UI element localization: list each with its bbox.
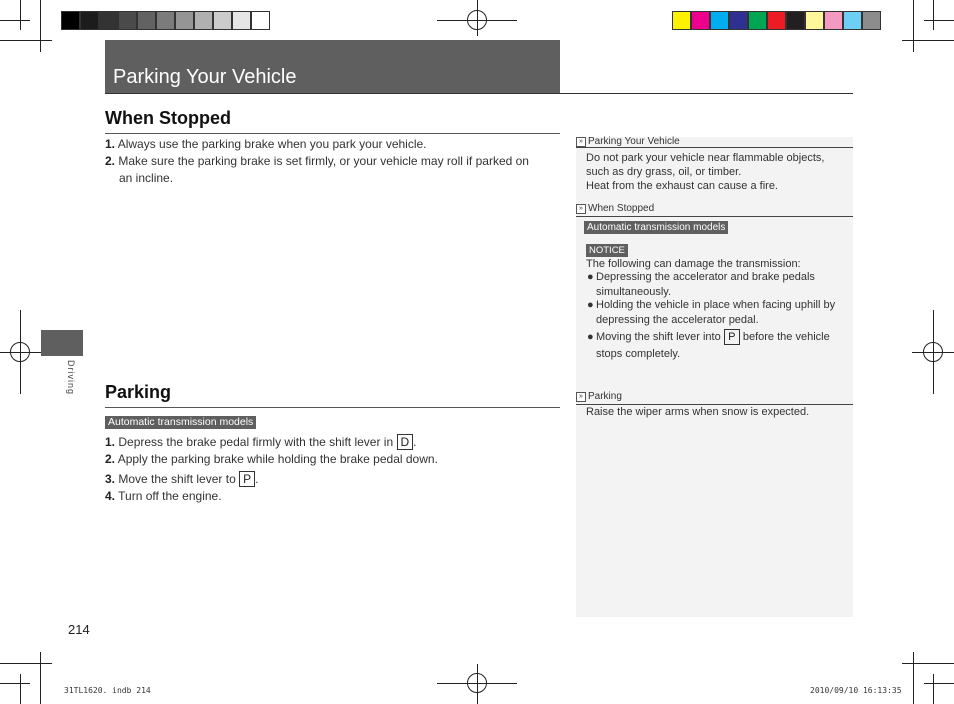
grayscale-swatch: [213, 11, 232, 30]
model-tag: Automatic transmission models: [105, 416, 256, 429]
list-number: 1.: [105, 435, 116, 449]
section-rule: [105, 407, 560, 408]
double-arrow-icon: »: [576, 137, 586, 147]
double-arrow-icon: »: [576, 392, 586, 402]
grayscale-calibration-strip: [61, 11, 270, 30]
shift-position-key: P: [239, 471, 255, 487]
sidebar-rule: [576, 147, 853, 148]
bullet-item: ● Moving the shift lever into P before the vehicle stops completely.: [587, 331, 830, 360]
grayscale-swatch: [156, 11, 175, 30]
shift-position-key: P: [724, 329, 740, 345]
sidebar-note: Do not park your vehicle near flammable objects, such as dry grass, oil, or timber. Heat from the exhaust can cause a fire.: [586, 152, 825, 192]
list-text-continued: an incline.: [119, 171, 174, 185]
color-swatch: [748, 11, 767, 30]
footer-timestamp: 2010/09/10 16:13:35: [810, 686, 902, 695]
sidebar-note: Raise the wiper arms when snow is expected.: [586, 406, 810, 418]
color-swatch: [729, 11, 748, 30]
chapter-label: Driving: [66, 360, 76, 396]
list-item: [105, 153, 550, 187]
bullet-icon: ●: [587, 331, 594, 343]
section-heading-when-stopped: When Stopped: [105, 108, 231, 128]
bullet-icon: ●: [587, 271, 594, 283]
color-swatch: [767, 11, 786, 30]
grayscale-swatch: [99, 11, 118, 30]
grayscale-swatch: [251, 11, 270, 30]
sidebar-rule: [576, 216, 853, 217]
bullet-item: ● Depressing the accelerator and brake pedals simultaneously.: [587, 271, 815, 298]
color-calibration-strip: [672, 11, 881, 30]
grayscale-swatch: [80, 11, 99, 30]
notice-badge: NOTICE: [586, 244, 628, 257]
section-rule: [105, 133, 560, 134]
color-swatch: [805, 11, 824, 30]
list-number: 4.: [105, 489, 116, 503]
page-title: Parking Your Vehicle: [113, 66, 297, 88]
sidebar-heading: » Parking: [576, 391, 622, 402]
shift-position-key: D: [397, 434, 414, 450]
list-text-end: .: [413, 435, 417, 449]
list-number: 1.: [105, 137, 116, 151]
list-text: Move the shift lever to: [118, 472, 236, 486]
section-heading-parking: Parking: [105, 382, 172, 402]
page-number: 214: [68, 622, 90, 637]
grayscale-swatch: [137, 11, 156, 30]
grayscale-swatch: [61, 11, 80, 30]
sidebar-heading: » Parking Your Vehicle: [576, 136, 680, 147]
list-item: [105, 471, 258, 487]
grayscale-swatch: [175, 11, 194, 30]
chapter-side-tab: [41, 330, 83, 356]
color-swatch: [786, 11, 805, 30]
list-number: 3.: [105, 472, 116, 486]
list-text: Turn off the engine.: [118, 489, 222, 503]
title-rule: [105, 93, 853, 94]
list-item: [105, 452, 438, 466]
list-item: [105, 434, 417, 450]
sidebar-heading: » When Stopped: [576, 203, 654, 214]
list-number: 2.: [105, 154, 116, 168]
sidebar-note: The following can damage the transmission:: [586, 258, 801, 270]
color-swatch: [824, 11, 843, 30]
bullet-item: ● Holding the vehicle in place when facing uphill by depressing the accelerator pedal.: [587, 299, 836, 326]
grayscale-swatch: [232, 11, 251, 30]
list-item: [105, 137, 427, 151]
bullet-icon: ●: [587, 299, 594, 311]
footer-file-slug: 31TL1620. indb 214: [64, 686, 151, 695]
color-swatch: [672, 11, 691, 30]
list-text-end: .: [255, 472, 259, 486]
list-number: 2.: [105, 452, 116, 466]
color-swatch: [843, 11, 862, 30]
color-swatch: [691, 11, 710, 30]
grayscale-swatch: [194, 11, 213, 30]
list-text: Always use the parking brake when you park your vehicle.: [117, 137, 427, 151]
double-arrow-icon: »: [576, 204, 586, 214]
color-swatch: [710, 11, 729, 30]
model-tag: Automatic transmission models: [584, 221, 728, 234]
list-text: Make sure the parking brake is set firmly, or your vehicle may roll if parked on: [118, 154, 529, 168]
list-item: [105, 489, 222, 503]
grayscale-swatch: [118, 11, 137, 30]
list-text: Depress the brake pedal firmly with the shift lever in: [118, 435, 394, 449]
list-text: Apply the parking brake while holding the brake pedal down.: [117, 452, 438, 466]
color-swatch: [862, 11, 881, 30]
